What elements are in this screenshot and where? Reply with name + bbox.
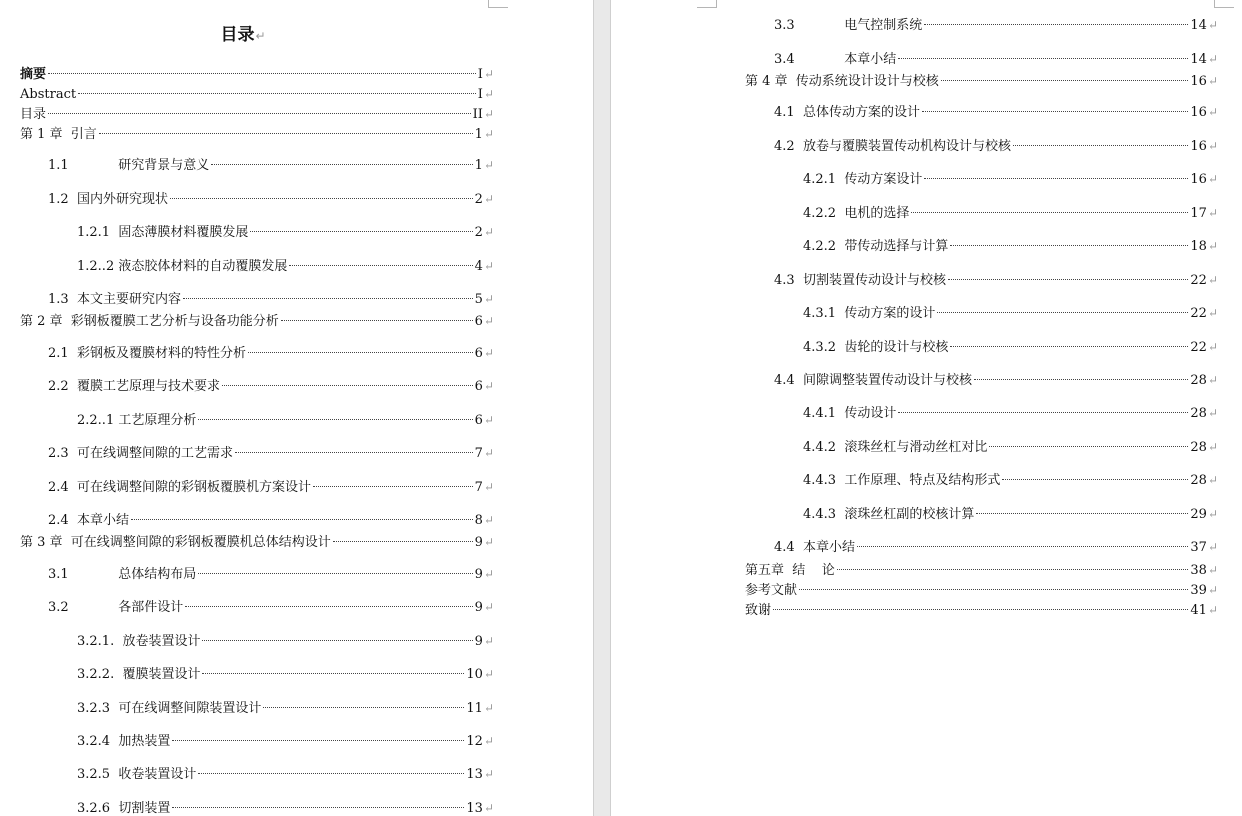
toc-entry[interactable]	[803, 505, 1218, 523]
toc-entry[interactable]	[48, 598, 494, 616]
paragraph-mark-icon: ↵	[1207, 306, 1218, 320]
toc-entry-label: 2.1 彩钢板及覆膜材料的特性分析	[48, 346, 246, 361]
toc-leader-dots	[898, 58, 1188, 59]
toc-entry[interactable]	[77, 223, 494, 241]
toc-entry-label: 4.4 间隙调整装置传动设计与校核	[774, 373, 972, 388]
toc-entry[interactable]	[48, 444, 494, 462]
toc-entry-label: 3.2.6 切割装置	[77, 801, 171, 816]
toc-leader-dots	[922, 111, 1188, 112]
paragraph-mark-icon: ↵	[483, 259, 494, 273]
toc-entry-label: 2.2..1 工艺原理分析	[77, 413, 197, 428]
toc-leader-dots	[131, 519, 473, 520]
paragraph-mark-icon: ↵	[483, 513, 494, 527]
toc-leader-dots	[289, 265, 472, 266]
toc-entry-page: 16	[1190, 74, 1207, 89]
document-page-right	[611, 0, 1242, 816]
paragraph-mark-icon: ↵	[1207, 473, 1218, 487]
toc-entry[interactable]	[774, 103, 1218, 121]
toc-entry-page: 13	[466, 767, 483, 782]
paragraph-mark-icon: ↵	[1207, 563, 1218, 577]
toc-entry[interactable]	[77, 799, 494, 816]
toc-entry-page: 6	[474, 346, 483, 361]
toc-leader-dots	[48, 113, 471, 114]
toc-entry-page: 9	[474, 634, 483, 649]
toc-entry-label: Abstract	[20, 87, 77, 102]
toc-entry[interactable]	[20, 312, 494, 330]
toc-entry[interactable]	[803, 438, 1218, 456]
toc-leader-dots	[281, 320, 473, 321]
paragraph-mark-icon: ↵	[1207, 172, 1218, 186]
toc-entry-page: 9	[474, 600, 483, 615]
toc-entry-label: 第 1 章 引言	[20, 127, 97, 142]
toc-entry-label: 4.4 本章小结	[774, 540, 855, 555]
toc-entry[interactable]	[77, 732, 494, 750]
paragraph-mark-icon: ↵	[483, 379, 494, 393]
toc-entry-label: 4.2 放卷与覆膜装置传动机构设计与校核	[774, 139, 1011, 154]
toc-entry-page: 6	[474, 379, 483, 394]
toc-entry-page: 7	[474, 446, 483, 461]
paragraph-mark-icon: ↵	[483, 127, 494, 141]
toc-entry-label: 4.4.3 滚珠丝杠副的校核计算	[803, 507, 975, 522]
toc-entry-page: 2	[474, 192, 483, 207]
toc-entry[interactable]	[774, 16, 1218, 34]
toc-entry[interactable]	[77, 699, 494, 717]
toc-entry-page: 1	[474, 127, 483, 142]
toc-entry-label: 第 2 章 彩钢板覆膜工艺分析与设备功能分析	[20, 314, 279, 329]
toc-entry-page: 28	[1190, 373, 1207, 388]
toc-leader-dots	[857, 546, 1188, 547]
toc-entry-label: 目录	[20, 107, 47, 122]
toc-leader-dots	[974, 379, 1188, 380]
toc-entry-label: 4.4.2 滚珠丝杠与滑动丝杠对比	[803, 440, 988, 455]
toc-entry[interactable]	[745, 72, 1218, 90]
toc-entry[interactable]	[20, 85, 494, 103]
paragraph-mark-icon: ↵	[1207, 74, 1218, 88]
paragraph-mark-icon: ↵	[1207, 239, 1218, 253]
toc-leader-dots	[924, 178, 1188, 179]
toc-entry[interactable]	[803, 204, 1218, 222]
toc-leader-dots	[333, 541, 473, 542]
toc-leader-dots	[99, 133, 473, 134]
toc-entry-page: 28	[1190, 473, 1207, 488]
toc-leader-dots	[235, 452, 473, 453]
toc-leader-dots	[78, 93, 476, 94]
paragraph-mark-icon: ↵	[483, 535, 494, 549]
paragraph-mark-icon: ↵	[483, 67, 494, 81]
toc-entry-page: 41	[1190, 603, 1207, 618]
toc-entry[interactable]	[48, 478, 494, 496]
toc-entry[interactable]	[803, 471, 1218, 489]
paragraph-mark-icon: ↵	[1207, 603, 1218, 617]
toc-leader-dots	[202, 640, 472, 641]
toc-leader-dots	[1002, 479, 1188, 480]
toc-entry-page: 16	[1190, 172, 1207, 187]
toc-leader-dots	[172, 740, 464, 741]
paragraph-mark-icon: ↵	[483, 87, 494, 101]
toc-leader-dots	[950, 245, 1188, 246]
toc-entry[interactable]	[745, 601, 1218, 619]
toc-leader-dots	[202, 673, 464, 674]
toc-entry-page: 8	[474, 513, 483, 528]
toc-entry-page: 5	[474, 292, 483, 307]
paragraph-mark-icon: ↵	[1207, 18, 1218, 32]
toc-entry[interactable]	[803, 304, 1218, 322]
toc-entry-label: 4.4.3 工作原理、特点及结构形式	[803, 473, 1001, 488]
toc-leader-dots	[837, 569, 1189, 570]
toc-entry[interactable]	[20, 533, 494, 551]
paragraph-mark-icon: ↵	[1207, 507, 1218, 521]
toc-leader-dots	[198, 419, 472, 420]
toc-leader-dots	[211, 164, 472, 165]
toc-entry[interactable]	[77, 411, 494, 429]
toc-leader-dots	[198, 773, 464, 774]
toc-entry-page: I	[477, 87, 483, 102]
toc-leader-dots	[989, 446, 1188, 447]
toc-leader-dots	[773, 609, 1188, 610]
toc-entry-page: 11	[466, 701, 483, 716]
toc-entry[interactable]	[20, 125, 494, 143]
toc-entry-page: 29	[1190, 507, 1207, 522]
toc-entry-label: 3.2.5 收卷装置设计	[77, 767, 197, 782]
toc-leader-dots	[950, 346, 1188, 347]
toc-leader-dots	[799, 589, 1188, 590]
toc-entry-label: 3.4 本章小结	[774, 52, 897, 67]
toc-entry-page: 22	[1190, 340, 1207, 355]
toc-leader-dots	[313, 486, 473, 487]
toc-entry[interactable]	[77, 665, 494, 683]
toc-entry-label: 4.3.2 齿轮的设计与校核	[803, 340, 949, 355]
toc-entry-label: 1.3 本文主要研究内容	[48, 292, 181, 307]
toc-leader-dots	[937, 312, 1188, 313]
toc-entry-label: 4.2.2 带传动选择与计算	[803, 239, 949, 254]
toc-leader-dots	[1013, 145, 1188, 146]
paragraph-mark-icon: ↵	[483, 767, 494, 781]
toc-leader-dots	[183, 298, 473, 299]
page-gutter	[593, 0, 611, 816]
toc-leader-dots	[185, 606, 472, 607]
toc-leader-dots	[924, 24, 1188, 25]
paragraph-mark-icon: ↵	[483, 225, 494, 239]
toc-entry-label: 4.1 总体传动方案的设计	[774, 105, 920, 120]
toc-entry-label: 2.3 可在线调整间隙的工艺需求	[48, 446, 233, 461]
toc-entry[interactable]	[803, 170, 1218, 188]
toc-entry-label: 1.2..2 液态胶体材料的自动覆膜发展	[77, 259, 288, 274]
paragraph-mark-icon: ↵	[1207, 440, 1218, 454]
toc-entry-label: 2.4 本章小结	[48, 513, 129, 528]
toc-entry-label: 3.3 电气控制系统	[774, 18, 923, 33]
toc-leader-dots	[248, 352, 473, 353]
toc-entry-label: 致谢	[745, 603, 772, 618]
toc-entry[interactable]	[803, 237, 1218, 255]
toc-entry-page: 16	[1190, 139, 1207, 154]
toc-entry-label: 3.2.1. 放卷装置设计	[77, 634, 201, 649]
toc-title: 目录↵	[220, 25, 266, 45]
toc-entry[interactable]	[48, 511, 494, 529]
toc-entry-page: 6	[474, 413, 483, 428]
toc-entry[interactable]	[774, 538, 1218, 556]
paragraph-mark-icon: ↵	[1207, 139, 1218, 153]
toc-entry[interactable]	[48, 290, 494, 308]
toc-entry-label: 3.1 总体结构布局	[48, 567, 197, 582]
toc-entry[interactable]	[48, 156, 494, 174]
paragraph-mark-icon: ↵	[483, 413, 494, 427]
toc-entry-page: 37	[1190, 540, 1207, 555]
toc-entry-label: 3.2.4 加热装置	[77, 734, 171, 749]
paragraph-mark-icon: ↵	[1207, 273, 1218, 287]
toc-entry-label: 4.2.2 电机的选择	[803, 206, 910, 221]
toc-entry-label: 4.2.1 传动方案设计	[803, 172, 923, 187]
toc-entry[interactable]	[48, 565, 494, 583]
toc-entry-page: 14	[1190, 18, 1207, 33]
toc-entry[interactable]	[774, 371, 1218, 389]
toc-entry-label: 3.2.2. 覆膜装置设计	[77, 667, 201, 682]
toc-leader-dots	[48, 73, 476, 74]
paragraph-mark-icon: ↵	[483, 667, 494, 681]
toc-entry[interactable]	[77, 765, 494, 783]
toc-entry[interactable]	[20, 105, 494, 123]
paragraph-mark-icon: ↵	[1207, 583, 1218, 597]
toc-entry-page: II	[472, 107, 483, 122]
paragraph-mark-icon: ↵	[483, 801, 494, 815]
toc-entry-page: 14	[1190, 52, 1207, 67]
paragraph-mark-icon: ↵	[1207, 206, 1218, 220]
paragraph-mark-icon: ↵	[483, 346, 494, 360]
toc-entry-page: 6	[474, 314, 483, 329]
paragraph-mark-icon: ↵	[483, 567, 494, 581]
page-corner-mark	[1214, 0, 1234, 8]
toc-leader-dots	[941, 80, 1189, 81]
toc-entry-label: 摘要	[20, 67, 47, 82]
toc-entry[interactable]	[774, 271, 1218, 289]
paragraph-mark-icon: ↵	[483, 446, 494, 460]
toc-entry[interactable]	[745, 581, 1218, 599]
toc-leader-dots	[170, 198, 473, 199]
toc-entry[interactable]	[77, 632, 494, 650]
paragraph-mark-icon: ↵	[483, 158, 494, 172]
document-page-left	[0, 0, 593, 816]
toc-entry[interactable]	[803, 404, 1218, 422]
toc-entry-label: 4.4.1 传动设计	[803, 406, 897, 421]
toc-entry-page: 13	[466, 801, 483, 816]
paragraph-mark-icon: ↵	[483, 107, 494, 121]
toc-entry[interactable]	[774, 137, 1218, 155]
toc-entry-page: 9	[474, 567, 483, 582]
toc-entry-page: 28	[1190, 440, 1207, 455]
toc-leader-dots	[172, 807, 464, 808]
toc-entry-label: 2.4 可在线调整间隙的彩钢板覆膜机方案设计	[48, 480, 311, 495]
page-corner-mark	[697, 0, 717, 8]
paragraph-mark-icon: ↵	[483, 292, 494, 306]
toc-leader-dots	[948, 279, 1188, 280]
toc-leader-dots	[911, 212, 1188, 213]
toc-entry[interactable]	[803, 338, 1218, 356]
toc-entry-page: 4	[474, 259, 483, 274]
toc-entry-page: 17	[1190, 206, 1207, 221]
toc-entry-label: 1.2 国内外研究现状	[48, 192, 168, 207]
toc-leader-dots	[250, 231, 472, 232]
toc-leader-dots	[976, 513, 1188, 514]
toc-entry-page: 16	[1190, 105, 1207, 120]
toc-entry-label: 3.2 各部件设计	[48, 600, 184, 615]
paragraph-mark-icon: ↵	[483, 314, 494, 328]
toc-entry-page: 39	[1190, 583, 1207, 598]
toc-entry[interactable]	[745, 561, 1218, 579]
toc-leader-dots	[263, 707, 464, 708]
paragraph-mark-icon: ↵	[1207, 540, 1218, 554]
toc-entry-label: 第 3 章 可在线调整间隙的彩钢板覆膜机总体结构设计	[20, 535, 331, 550]
toc-entry-label: 1.2.1 固态薄膜材料覆膜发展	[77, 225, 249, 240]
toc-entry[interactable]	[774, 50, 1218, 68]
toc-entry-label: 4.3 切割装置传动设计与校核	[774, 273, 946, 288]
toc-leader-dots	[898, 412, 1188, 413]
paragraph-mark-icon: ↵	[483, 634, 494, 648]
toc-leader-dots	[222, 385, 473, 386]
toc-leader-dots	[198, 573, 472, 574]
toc-entry-page: 22	[1190, 306, 1207, 321]
toc-entry-page: 7	[474, 480, 483, 495]
toc-entry[interactable]	[77, 257, 494, 275]
toc-entry-page: 12	[466, 734, 483, 749]
paragraph-mark-icon: ↵	[483, 734, 494, 748]
paragraph-mark-icon: ↵	[1207, 373, 1218, 387]
toc-entry-page: 10	[466, 667, 483, 682]
toc-entry-label: 参考文献	[745, 583, 798, 598]
toc-entry[interactable]	[48, 377, 494, 395]
paragraph-mark-icon: ↵	[483, 192, 494, 206]
toc-entry-label: 2.2 覆膜工艺原理与技术要求	[48, 379, 220, 394]
toc-entry[interactable]	[20, 65, 494, 83]
toc-entry-page: 18	[1190, 239, 1207, 254]
toc-entry-page: 9	[474, 535, 483, 550]
toc-entry[interactable]	[48, 190, 494, 208]
paragraph-mark-icon: ↵	[255, 29, 266, 43]
paragraph-mark-icon: ↵	[1207, 406, 1218, 420]
toc-entry-page: 2	[474, 225, 483, 240]
paragraph-mark-icon: ↵	[1207, 340, 1218, 354]
toc-entry-page: 22	[1190, 273, 1207, 288]
toc-entry[interactable]	[48, 344, 494, 362]
paragraph-mark-icon: ↵	[483, 701, 494, 715]
toc-entry-page: 28	[1190, 406, 1207, 421]
toc-entry-page: I	[477, 67, 483, 82]
toc-entry-page: 38	[1190, 563, 1207, 578]
paragraph-mark-icon: ↵	[483, 480, 494, 494]
toc-entry-label: 第五章 结 论	[745, 563, 835, 578]
paragraph-mark-icon: ↵	[1207, 105, 1218, 119]
toc-entry-label: 1.1 研究背景与意义	[48, 158, 210, 173]
paragraph-mark-icon: ↵	[483, 600, 494, 614]
paragraph-mark-icon: ↵	[1207, 52, 1218, 66]
toc-entry-label: 4.3.1 传动方案的设计	[803, 306, 936, 321]
toc-entry-page: 1	[474, 158, 483, 173]
toc-entry-label: 3.2.3 可在线调整间隙装置设计	[77, 701, 262, 716]
toc-entry-label: 第 4 章 传动系统设计设计与校核	[745, 74, 939, 89]
page-corner-mark	[488, 0, 508, 8]
